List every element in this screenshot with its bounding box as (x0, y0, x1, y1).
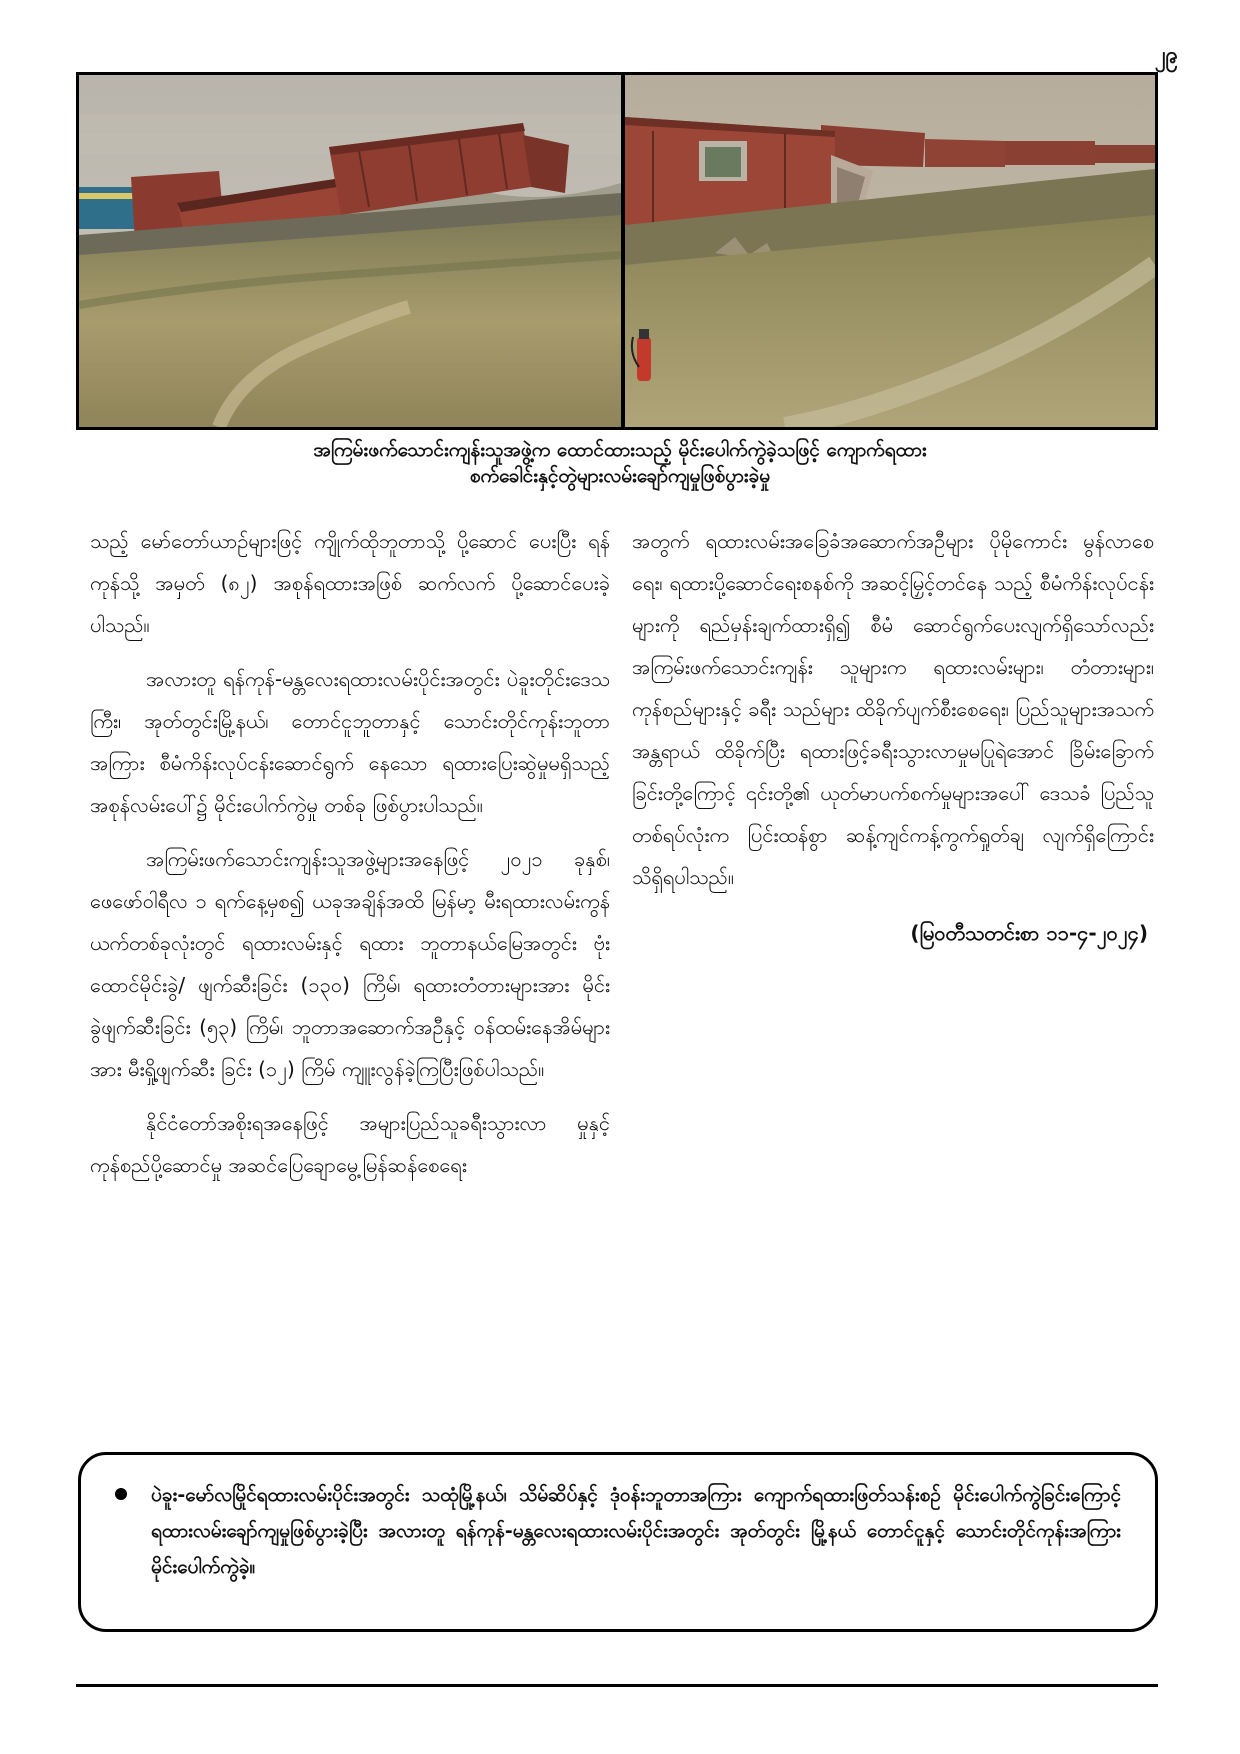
left-paragraph-4: နိုင်ငံတော်အစိုးရအနေဖြင့် အများပြည်သူခရီးသွားလာ မှုနှင့် ကုန်စည်ပို့ဆောင်မှု အဆင်ပြေချောမွေ့မြန်ဆန်စေရေး (90, 1111, 610, 1177)
photo-derailment-left-image (79, 75, 621, 427)
bottom-divider (76, 1684, 1158, 1687)
left-paragraph-3: အကြမ်းဖက်သောင်းကျန်းသူအဖွဲ့များအနေဖြင့် ၂၀၂၁ ခုနှစ်၊ ဖေဖော်ဝါရီလ ၁ ရက်နေ့မှစ၍ ယခုအချိန်အထိ မြန်မာ့ မီးရထားလမ်းကွန်ယက်တစ်ခုလုံးတွင် ရထားလမ်းနှင့် ရထား ဘူတာနယ်မြေအတွင်း ဗုံးထောင်မိုင်းခွဲ/ ဖျက်ဆီးခြင်း (၁၃၀) ကြိမ်၊ ရထားတံတားများအား မိုင်းခွဲဖျက်ဆီးခြင်း (၅၃) ကြိမ်၊ ဘူတာအဆောက်အဦနှင့် ဝန်ထမ်းနေအိမ်များအား မီးရှို့ဖျက်ဆီး ခြင်း (၁၂) ကြိမ် ကျူးလွန်ခဲ့ကြပြီးဖြစ်ပါသည်။ (90, 847, 610, 1081)
photo-caption-line-2: စက်ခေါင်းနှင့်တွဲများလမ်းချော်ကျမှုဖြစ်ပွားခဲ့မှု (469, 464, 771, 487)
photo-derailment-right (625, 75, 1155, 427)
summary-box (78, 1452, 1158, 1632)
bullet-icon (115, 1488, 127, 1500)
photo-caption (60, 438, 1180, 489)
photo-derailment-right-image (625, 75, 1155, 427)
left-paragraph-1: သည့် မော်တော်ယာဉ်များဖြင့် ကျိုက်ထိုဘူတာသို့ ပို့ဆောင် ပေးပြီး ရန်ကုန်သို့ အမှတ် (၈၂) အစုန်ရထားအဖြစ် ဆက်လက် ပို့ဆောင်ပေးခဲ့ပါသည်။ (90, 529, 610, 637)
article-left-column (90, 520, 610, 1198)
left-paragraph-2: အလားတူ ရန်ကုန်-မန္တလေးရထားလမ်းပိုင်းအတွင်း ပဲခူးတိုင်းဒေသကြီး၊ အုတ်တွင်းမြို့နယ်၊ တောင်ငူဘူတာနှင့် သောင်းတိုင်ကုန်းဘူတာအကြား စီမံကိန်းလုပ်ငန်းဆောင်ရွက် နေသော ရထားပြေးဆွဲမှုမရှိသည့် အစုန်လမ်းပေါ်၌ မိုင်းပေါက်ကွဲမှု တစ်ခု ဖြစ်ပွားပါသည်။ (90, 667, 610, 817)
page-number: ၂၉ (1154, 43, 1178, 68)
summary-text: ပဲခူး-မော်လမြိုင်ရထားလမ်းပိုင်းအတွင်း သထုံမြို့နယ်၊ သိမ်ဆိပ်နှင့် ဒုံဝန်းဘူတာအကြား ကျောက်ရထားဖြတ်သန်းစဉ် မိုင်းပေါက်ကွဲခြင်းကြောင့် ရထားလမ်းချော်ကျမှုဖြစ်ပွားခဲ့ပြီး အလားတူ ရန်ကုန်-မန္တလေးရထားလမ်းပိုင်းအတွင်း အုတ်တွင်း မြို့နယ် တောင်ငူနှင့် သောင်းတိုင်ကုန်းအကြား မိုင်းပေါက်ကွဲခဲ့။ (151, 1484, 1121, 1579)
photo-derailment-left (79, 75, 621, 427)
photo-caption-line-1: အကြမ်းဖက်သောင်းကျန်းသူအဖွဲ့က ထောင်ထားသည့် မိုင်းပေါက်ကွဲခဲ့သဖြင့် ကျောက်ရထား (313, 439, 927, 461)
article-right-column (632, 520, 1154, 954)
photo-frame (76, 72, 1158, 430)
right-paragraph-1: အတွက် ရထားလမ်းအခြေခံအဆောက်အဦများ ပိုမိုကောင်း မွန်လာစေရေး၊ ရထားပို့ဆောင်ရေးစနစ်ကို အဆင့်မြှင့်တင်နေ သည့် စီမံကိန်းလုပ်ငန်းများကို ရည်မှန်းချက်ထားရှိ၍ စီမံ ဆောင်ရွက်ပေးလျက်ရှိသော်လည်း အကြမ်းဖက်သောင်းကျန်း သူများက ရထားလမ်းများ၊ တံတားများ၊ ကုန်စည်များနှင့် ခရီး သည်များ ထိခိုက်ပျက်စီးစေရေး၊ ပြည်သူများအသက်အန္တရာယ် ထိခိုက်ပြီး ရထားဖြင့်ခရီးသွားလာမှုမပြုရဲအောင် ခြိမ်းခြောက် ခြင်းတို့ကြောင့် ၎င်းတို့၏ ယုတ်မာပက်စက်မှုများအပေါ် ဒေသခံ ပြည်သူတစ်ရပ်လုံးက ပြင်းထန်စွာ ဆန့်ကျင်ကန့်ကွက်ရှုတ်ချ လျက်ရှိကြောင်း သိရှိရပါသည်။ (632, 529, 1154, 889)
article-source: (မြဝတီသတင်းစာ ၁၁-၄-၂၀၂၄) (910, 921, 1148, 945)
